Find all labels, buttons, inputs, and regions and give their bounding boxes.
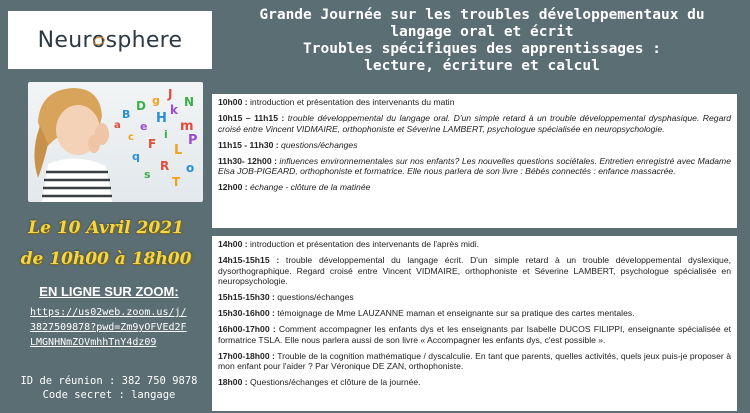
svg-text:e: e — [140, 120, 148, 133]
schedule-time: 11h30- 12h00 : — [218, 155, 277, 166]
schedule-description: introduction et présentation des intervenants du matin — [247, 97, 455, 107]
logo-text: Neurosphere — [37, 27, 183, 53]
schedule-time: 16h00-17h00 : — [218, 324, 276, 335]
schedule-description: Comment accompagner les enfants dys et les enseignants par Isabelle DUCOS FILIPPI, enseignante spécialisée et formatrice TSLA. Elle nous parlera aussi de son livre « Accompagner les enfants dys, c'est possible ». — [218, 324, 731, 345]
title-line-1: Grande Journée sur les troubles développementaux du — [259, 7, 705, 23]
svg-text:B: B — [122, 108, 131, 121]
zoom-heading: EN LIGNE SUR ZOOM: — [39, 284, 179, 299]
svg-text:L: L — [174, 143, 183, 158]
morning-schedule-panel — [212, 94, 737, 228]
page-title — [218, 7, 746, 75]
neurosphere-logo — [8, 11, 212, 69]
event-date: Le 10 Avril 2021 — [28, 218, 184, 238]
schedule-time: 10h15 – 11h15 : — [218, 112, 285, 123]
schedule-time: 12h00 : — [218, 182, 248, 193]
svg-text:N: N — [184, 95, 195, 109]
schedule-item — [218, 182, 731, 193]
svg-text:o: o — [186, 161, 195, 175]
schedule-description: Trouble de la cognition mathématique / dyscalculie. En tant que parents, quelles activités, quels jeux puis-je proposer à mon enfant pour l'aider ? Par Véronique DE ZAN, orthophoniste. — [218, 350, 731, 372]
svg-text:k: k — [170, 103, 178, 117]
afternoon-schedule-panel — [212, 236, 737, 411]
title-line-3: Troubles spécifiques des apprentissages : — [303, 41, 661, 57]
svg-text:D: D — [136, 99, 146, 113]
schedule-item — [218, 239, 731, 250]
zoom-passcode: Code secret : langage — [42, 389, 176, 401]
svg-text:T: T — [172, 175, 181, 189]
schedule-description: échange - clôture de la matinée — [247, 182, 371, 193]
svg-text:g: g — [152, 94, 160, 107]
zoom-meeting-id: ID de réunion : 382 750 9878 — [20, 375, 198, 387]
schedule-time: 18h00 : — [218, 377, 248, 388]
schedule-time: 14h00 : — [218, 239, 248, 249]
svg-text:i: i — [164, 128, 168, 141]
svg-text:H: H — [156, 111, 167, 126]
schedule-item — [218, 156, 731, 177]
schedule-item — [218, 113, 731, 134]
schedule-item — [218, 351, 731, 372]
child-illustration — [28, 82, 203, 202]
schedule-time: 15h15-15h30 : — [218, 292, 275, 303]
title-line-2: langage oral et écrit — [390, 24, 574, 40]
svg-text:a: a — [114, 120, 121, 131]
schedule-time: 11h15 - 11h30 : — [218, 139, 279, 150]
zoom-link[interactable]: https://us02web.zoom.us/j/3827509878?pwd=Zm9yOFVEd2FLMGNHNmZOVmhhTnY4dz09 — [30, 307, 187, 348]
schedule-description: introduction et présentation des intervenants de l'après midi. — [247, 239, 480, 249]
schedule-item — [218, 324, 731, 345]
schedule-item — [218, 377, 731, 388]
schedule-item — [218, 140, 731, 151]
schedule-description: Questions/échanges et clôture de la journée. — [247, 377, 421, 388]
schedule-description: trouble développemental du langage oral. D'un simple retard à un trouble développemental dysphasique. Regard croisé entre Vincent VIDMAIRE, orthophoniste et Séverine LAMBERT, psychologue spécialisée en neuropsychologie. — [218, 112, 731, 134]
schedule-item — [218, 308, 731, 319]
schedule-description: questions/échanges — [278, 139, 358, 150]
title-line-4: lecture, écriture et calcul — [364, 58, 600, 74]
svg-text:R: R — [160, 159, 170, 173]
schedule-item — [218, 97, 731, 108]
schedule-item — [218, 292, 731, 303]
schedule-time: 17h00-18h00 : — [218, 350, 275, 361]
svg-text:P: P — [188, 133, 198, 148]
svg-text:F: F — [148, 137, 157, 151]
schedule-description: questions/échanges — [274, 292, 354, 303]
schedule-time: 15h30-16h00 : — [218, 308, 275, 319]
svg-text:m: m — [180, 119, 194, 134]
schedule-description: trouble développemental du langage écrit. D'un simple retard à un trouble développemental dyslexique, dysorthographique. Regard croisé entre Vincent VIDMAIRE, orthophoniste et Séverine LAMBERT, psychologue spécialisée en neuropsychologie. — [218, 254, 731, 287]
schedule-description: influences environnementales sur nos enfants? Les nouvelles questions sociétales. Entretien enregistré avec Madame Elsa JOB-PIGEARD, orthophoniste et formatrice. Elle nous parlera de son livre : Bébés connectés : enfance massacrée. — [218, 155, 731, 177]
svg-text:s: s — [144, 168, 151, 181]
schedule-item — [218, 255, 731, 287]
schedule-time: 14h15-15h15 : — [218, 254, 280, 265]
svg-text:c: c — [128, 132, 134, 143]
schedule-time: 10h00 : — [218, 97, 248, 107]
event-hours: de 10h00 à 18h00 — [20, 249, 192, 269]
svg-text:q: q — [132, 150, 140, 163]
svg-text:J: J — [168, 87, 173, 101]
child-shouting-letters-image — [28, 82, 203, 202]
schedule-description: témoignage de Mme LAUZANNE maman et enseignante sur sa pratique des cartes mentales. — [274, 308, 635, 319]
